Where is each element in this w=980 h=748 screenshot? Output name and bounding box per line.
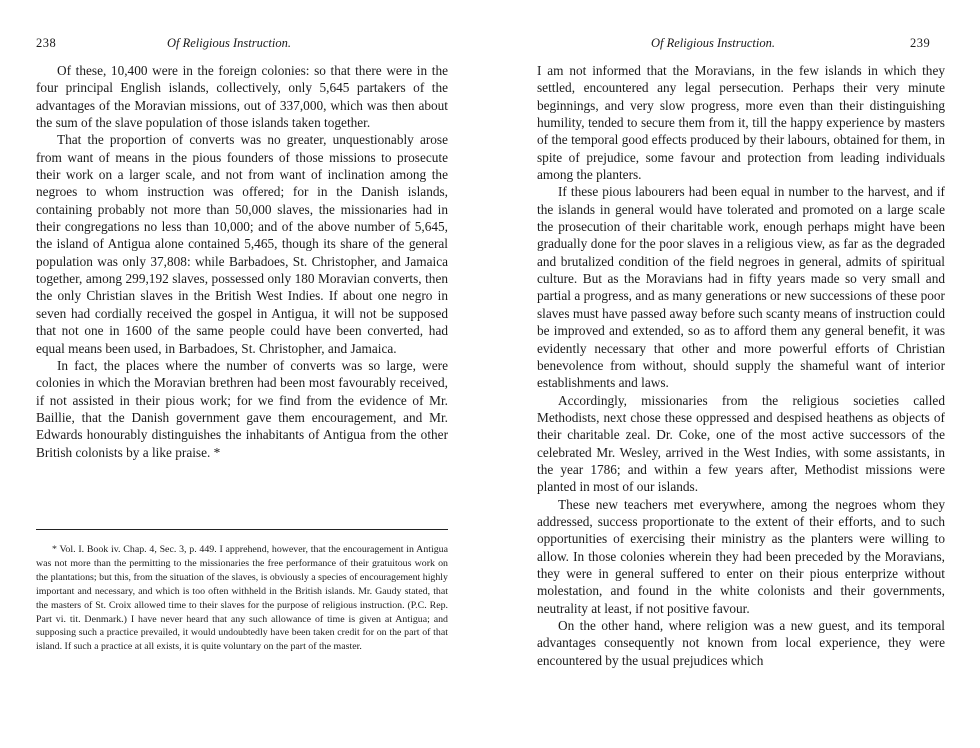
- text-column: [36, 62, 448, 461]
- footnote: [36, 543, 448, 654]
- paragraph: That the proportion of converts was no greater, unquestionably arose from want of means in the pious founders of those missions to prosecute their work on a larger scale, and not from want of inclination among the negroes to whom instruction was offered; for in the Danish islands, containing probably not more than 50,000 slaves, the missionaries had in their congregations no less than 10,000; and of the above number of 5,645, the island of Antigua alone contained 5,465, though its share of the general population was only 37,808: while Barbadoes, St. Christopher, and Jamaica together, among 299,192 slaves, possessed only 180 Moravian converts, then the only Christian slaves in the British West Indies. If about one negro in seven had cordially received the gospel in Antigua, it will not be supposed that not one in 1600 of the same people could have been converted, had equal means been used, in Barbadoes, St. Christopher, and Jamaica.: [36, 132, 448, 356]
- page-number: 238: [36, 36, 57, 50]
- paragraph: Of these, 10,400 were in the foreign colonies: so that there were in the four principal English islands, collectively, only 5,645 partakers of the advantages of the Moravian missions, out of 337,000, which was then about the sum of the slave population of those islands taken together.: [36, 63, 448, 131]
- paragraph: If these pious labourers had been equal in number to the harvest, and if the islands in general would have tolerated and promoted on a large scale the prosecution of their charitable work, enough perhaps might have been gradually done for the poor slaves in a religious view, as far as the degraded and brutalized condition of the field negroes in general, admits of spiritual culture. But as the Moravians had in fifty years made so very small and partial a progress, and as many generations or new successions of these poor slaves must have passed away before such scanty means of instruction could be improved and extended, so as to afford them any general benefit, it was evidently necessary that other and more powerful efforts of Christian benevolence from without, should supply the shameful want of interior establishments and laws.: [537, 184, 945, 391]
- paragraph: In fact, the places where the number of converts was so large, were colonies in which the Moravian brethren had been most favourably received, if not assisted in their pious work; for we find from the evidence of Mr. Baillie, that the Danish government gave them encouragement, and Mr. Edwards honourably distinguishes the inhabitants of Antigua from the other British colonists by a like praise. *: [36, 357, 448, 460]
- footnote-text: * Vol. I. Book iv. Chap. 4, Sec. 3, p. 449. I apprehend, however, that the encouragement in Antigua was not more than the permitting to the missionaries the free performance of their gratuitous work on the plantations; but this, from the situation of the slaves, is obviously a species of encouragement highly important and necessary, and which is too often withheld in the British islands. Mr. Gaudy stated, that the masters of St. Croix allowed time to their slaves for the purpose of religious instruction. (P.C. Rep. Part vi. tit. Denmark.) I have never heard that any such allowance of time is given at Antigua; and supposing such a practice prevailed, it would undoubtedly have been taken credit for on the part of that island. If such a practice at all exists, it is quite voluntary on the part of the master.: [36, 544, 448, 653]
- running-head: Of Religious Instruction.: [167, 36, 291, 50]
- text-column: [537, 62, 945, 669]
- paragraph: Accordingly, missionaries from the religious societies called Methodists, next chose these oppressed and despised heathens as objects of their charitable zeal. Dr. Coke, one of the most active successors of the celebrated Mr. Wesley, arrived in the West Indies, with some assistants, in the year 1786; and within a few years after, Methodist missions were planted in most of our islands.: [537, 392, 945, 495]
- running-head: Of Religious Instruction.: [651, 36, 775, 50]
- right-page: [490, 0, 980, 748]
- paragraph: I am not informed that the Moravians, in the few islands in which they settled, encountered any legal persecution. Perhaps their very minute beginnings, and very slow progress, more even than their distinguishing humility, tended to secure them from it, till the happy experience by masters of the temporal good effects produced by their labours, obtained for them, in spite of prejudice, some favour and protection from leading individuals among the planters.: [537, 63, 945, 183]
- footnote-rule: [36, 529, 448, 530]
- page-number: 239: [910, 36, 931, 50]
- paragraph: On the other hand, where religion was a new guest, and its temporal advantages consequently not known from local experience, they were encountered by the usual prejudices which: [537, 618, 945, 668]
- paragraph: These new teachers met everywhere, among the negroes whom they addressed, success proportionate to the extent of their efforts, and to such opportunities of exercising their ministry as the planters were willing to allow. In those colonies wherein they had been preceded by the Moravians, they were in general suffered to enter on their pious enterprize without molestation, and found in the white colonists and their governments, neutrality at least, if not positive favour.: [537, 496, 945, 616]
